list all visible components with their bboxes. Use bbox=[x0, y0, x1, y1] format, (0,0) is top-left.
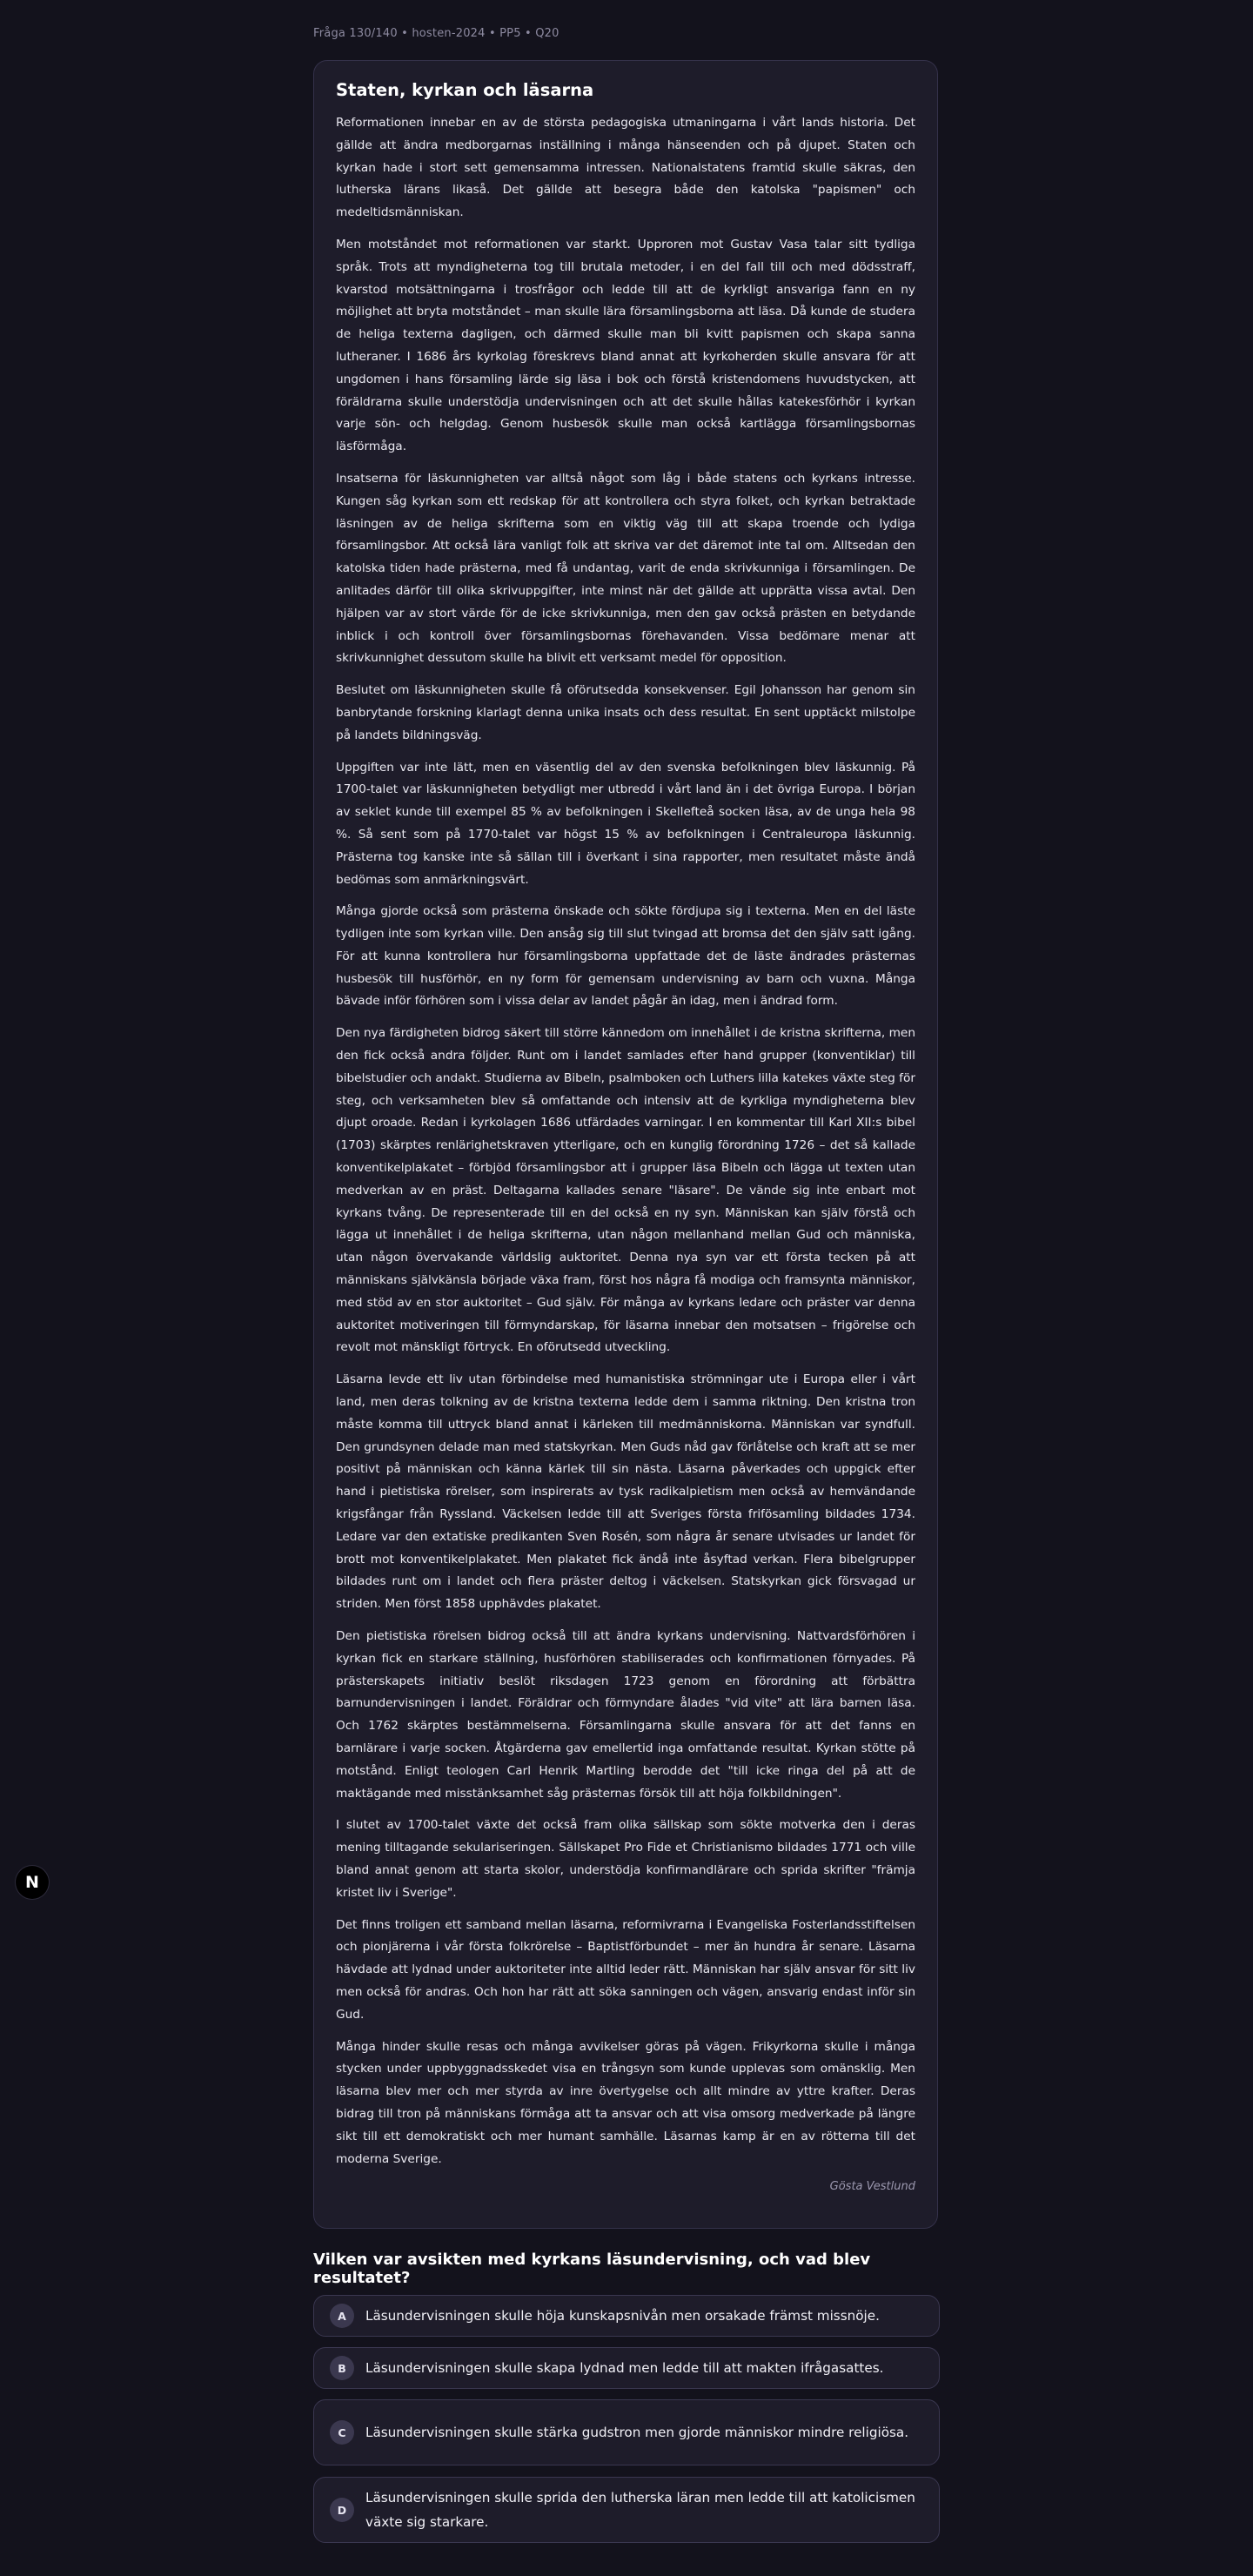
passage-title: Staten, kyrkan och läsarna bbox=[336, 80, 594, 100]
option-letter-badge: D bbox=[330, 2498, 354, 2522]
answer-options bbox=[313, 2295, 940, 2554]
option-text: Läsundervisningen skulle sprida den lutherska läran men ledde till att katolicismen växte sig starkare. bbox=[365, 2490, 915, 2530]
question-text: Vilken var avsikten med kyrkans läsundervisning, och vad blev resultatet? bbox=[313, 2251, 871, 2287]
passage-paragraph: Den pietistiska rörelsen bidrog också till att ändra kyrkans undervisning. Nattvardsförhören i kyrkan fick en starkare ställning, husförhören stabiliserades och konfirmationen förnyades. På prästerskapets initiativ beslöt riksdagen 1723 genom en förordning att förbättra barnundervisningen i landet. Föräldrar och förmyndare ålades "vid vite" att lära barnen läsa. Och 1762 skärptes bestämmelserna. Församlingarna skulle ansvara för att det fanns en barnlärare i varje socken. Åtgärderna gav emellertid inga omfattande resultat. Kyrkan stötte på motstånd. Enligt teologen Carl Henrik Martling berodde det "till icke ringa del på att de maktägande med misstänksamhet såg prästernas försök till att höja folkbildningen". bbox=[336, 1629, 915, 1801]
option-letter-badge: B bbox=[330, 2356, 354, 2380]
passage-paragraph: Många gjorde också som prästerna önskade och sökte fördjupa sig i texterna. Men en del läste tydligen inte som kyrkan ville. Den ansåg sig till slut tvingad att bromsa det den själv satt igång. För att kunna kontrollera hur församlingsborna uppfattade det de läste ändrades prästernas husbesök till husförhör, en ny form för gemensam undervisning av barn och vuxna. Många bävade inför förhören som i vissa delar av landet pågår än idag, men i ändrad form. bbox=[336, 904, 915, 1009]
passage-author: Gösta Vestlund bbox=[829, 2180, 915, 2194]
answer-option-d[interactable] bbox=[313, 2477, 940, 2543]
option-text: Läsundervisningen skulle skapa lydnad men ledde till att makten ifrågasattes. bbox=[365, 2360, 884, 2376]
passage-paragraph: Den nya färdigheten bidrog säkert till större kännedom om innehållet i de kristna skrifterna, men den fick också andra följder. Runt om i landet samlades efter hand grupper (konventiklar) till bibelstudier och andakt. Studierna av Bibeln, psalmboken och Luthers lilla katekes växte steg för steg, och verksamheten blev så omfattande och intensiv att de kyrkliga myndigheterna blev djupt oroade. Redan i kyrkolagen 1686 utfärdades varningar. I en kommentar till Karl XII:s bibel (1703) skärptes renlärighetskraven ytterligare, och en kunglig förordning 1726 – det så kallade konventikelplakatet – förbjöd församlingsbor att i grupper läsa Bibeln och lägga ut texten utan medverkan av en präst. Deltagarna kallades senare "läsare". De vände sig inte enbart mot kyrkans tvång. De representerade till en del också en ny syn. Människan kan själv förstå och lägga ut innehållet i de heliga skrifterna, utan någon mellanhand mellan Gud och människa, utan någon övervakande världslig auktoritet. Denna nya syn var ett första tecken på att människans självkänsla började växa fram, först hos några få modiga och framsynta människor, med stöd av en stor auktoritet – Gud själv. För många av kyrkans ledare och präster var denna auktoritet motiveringen till förmyndarskap, för läsarna innebar den motsatsen – frigörelse och revolt mot mänskligt förtryck. En oförutsedd utveckling. bbox=[336, 1026, 915, 1355]
option-letter-badge: C bbox=[330, 2420, 354, 2445]
passage-paragraph: Beslutet om läskunnigheten skulle få oförutsedda konsekvenser. Egil Johansson har genom sin banbrytande forskning klarlagt denna unika insats och dess resultat. En sent upptäckt milstolpe på landets bildningsväg. bbox=[336, 683, 915, 742]
option-text: Läsundervisningen skulle stärka gudstron men gjorde människor mindre religiösa. bbox=[365, 2425, 909, 2440]
passage-paragraph: Det finns troligen ett samband mellan läsarna, reformivrarna i Evangeliska Fosterlandsstiftelsen och pionjärerna i vår första folkrörelse – Baptistförbundet – mer än hundra år senare. Läsarna hävdade att lydnad under auktoriteter inte alltid leder rätt. Människan har själv ansvar för sitt liv men också för andras. Och hon har rätt att söka sanningen och vägen, ansvarig endast inför sin Gud. bbox=[336, 1917, 915, 2022]
n-logo-icon[interactable]: N bbox=[16, 1866, 49, 1899]
passage-paragraph: I slutet av 1700-talet växte det också fram olika sällskap som sökte motverka den i deras mening tilltagande sekulariseringen. Sällskapet Pro Fide et Christianismo bildades 1771 och ville bland annat genom att starta skolor, understödja konfirmandlärare och sprida skrifter "främja kristet liv i Sverige". bbox=[336, 1818, 915, 1900]
passage-paragraph: Reformationen innebar en av de största pedagogiska utmaningarna i vårt lands historia. Det gällde att ändra medborgarnas inställning i många hänseenden och på djupet. Staten och kyrkan hade i stort sett gemensamma intressen. Nationalstatens framtid skulle säkras, den lutherska lärans likaså. Det gällde att besegra både den katolska "papismen" och medeltidsmänniskan. bbox=[336, 116, 915, 220]
answer-option-c[interactable] bbox=[313, 2399, 940, 2465]
option-text: Läsundervisningen skulle höja kunskapsnivån men orsakade främst missnöje. bbox=[365, 2308, 880, 2324]
option-letter-badge: A bbox=[330, 2304, 354, 2328]
question-breadcrumb: Fråga 130/140 • hosten-2024 • PP5 • Q20 bbox=[313, 27, 559, 40]
passage-paragraph: Uppgiften var inte lätt, men en väsentlig del av den svenska befolkningen blev läskunnig. På 1700-talet var läskunnigheten betydligt mer utbredd i vårt land än i det övriga Europa. I början av seklet kunde till exempel 85 % av befolkningen i Skellefteå socken läsa, av de unga hela 98 %. Så sent som på 1770-talet var högst 15 % av befolkningen i Centraleuropa läskunnig. Prästerna tog kanske inte så sällan till i överkant i sina rapporter, men resultatet måste ändå bedömas som anmärkningsvärt. bbox=[336, 760, 915, 887]
passage-card bbox=[313, 60, 938, 2229]
passage-paragraph: Men motståndet mot reformationen var starkt. Upproren mot Gustav Vasa talar sitt tydliga språk. Trots att myndigheterna tog till brutala metoder, i en del fall till och med dödsstraff, kvarstod motsättningarna i trosfrågor och ledde till att de kyrkligt ansvariga fann en ny möjlighet att bryta motståndet – man skulle lära församlingsborna att läsa. Då kunde de studera de heliga texterna dagligen, och därmed skulle man bli kvitt papismen och skapa sanna lutheraner. I 1686 års kyrkolag föreskrevs bland annat att kyrkoherden skulle ansvara för att ungdomen i hans församling lärde sig läsa i bok och förstå kristendomens huvudstycken, att föräldrarna skulle understödja undervisningen och att det skulle hållas katekesförhör i kyrkan varje sön- och helgdag. Genom husbesök skulle man också kartlägga församlingsbornas läsförmåga. bbox=[336, 237, 915, 454]
passage-paragraph: Insatserna för läskunnigheten var alltså något som låg i både statens och kyrkans intresse. Kungen såg kyrkan som ett redskap för att kontrollera och styra folket, och kyrkan betraktade läsningen av de heliga skrifterna som en viktig väg till att skapa troende och lydiga församlingsbor. Att också lära vanligt folk att skriva var det däremot inte tal om. Alltsedan den katolska tiden hade prästerna, med få undantag, varit de enda skrivkunniga i församlingen. De anlitades därför till olika skrivuppgifter, inte minst när det gällde att upprätta vissa avtal. Den hjälpen var av stort värde för de icke skrivkunniga, men den gav också prästen en betydande inblick i och kontroll över församlingsbornas förehavanden. Vissa bedömare menar att skrivkunnighet dessutom skulle ha blivit ett verksamt medel för opposition. bbox=[336, 471, 915, 666]
passage-paragraph: Läsarna levde ett liv utan förbindelse med humanistiska strömningar ute i Europa eller i vårt land, men deras tolkning av de kristna texterna ledde dem i samma riktning. Den kristna tron måste komma till uttryck bland annat i kärleken till medmänniskorna. Människan var syndfull. Den grundsynen delade man med statskyrkan. Men Guds nåd gav förlåtelse och kraft att se mer positivt på människan och känna kärlek till sin nästa. Läsarna påverkades och uppgick efter hand i pietistiska rörelser, som inspirerats av tysk radikalpietism men också av hemvändande krigsfångar från Ryssland. Väckelsen ledde till att Sveriges första frifösamling bildades 1734. Ledare var den extatiske predikanten Sven Rosén, som några år senare utvisades ur landet för brott mot konventikelplakatet. Men plakatet fick ändå inte åsyftad verkan. Flera bibelgrupper bildades runt om i landet och flera präster deltog i väckelsen. Statskyrkan gick försvagad ur striden. Men först 1858 upphävdes plakatet. bbox=[336, 1372, 915, 1612]
answer-option-a[interactable] bbox=[313, 2295, 940, 2337]
answer-option-b[interactable] bbox=[313, 2347, 940, 2389]
passage-paragraph: Många hinder skulle resas och många avvikelser göras på vägen. Frikyrkorna skulle i många stycken under uppbyggnadsskedet visa en trångsyn som kunde upplevas som omänsklig. Men läsarna blev mer och mer styrda av inre övertygelse och allt mindre av yttre krafter. Deras bidrag till tron på människans förmåga att ta ansvar och att visa omsorg medverkade på längre sikt till ett demokratiskt och mer humant samhälle. Läsarnas kamp är en av rötterna till det moderna Sverige. bbox=[336, 2039, 915, 2166]
